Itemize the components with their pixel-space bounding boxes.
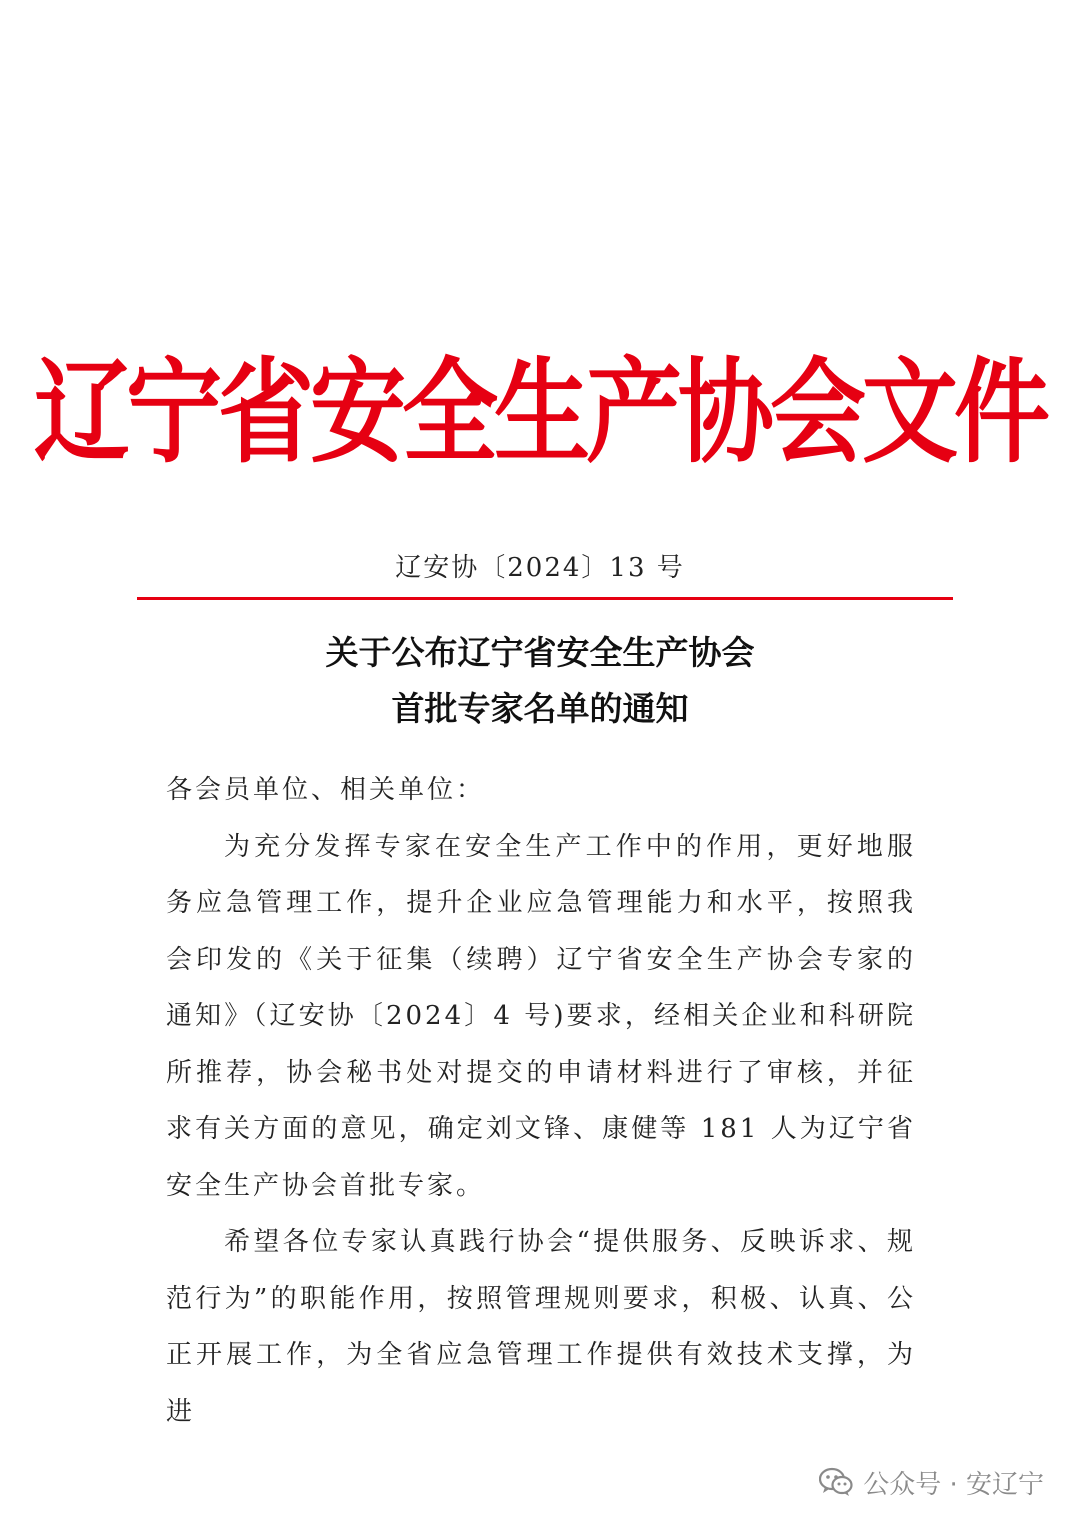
wechat-icon xyxy=(819,1467,853,1497)
document-number: 辽安协〔2024〕13 号 xyxy=(395,553,685,583)
document-title xyxy=(0,625,1080,737)
title-line-1: 关于公布辽宁省安全生产协会 xyxy=(325,633,755,672)
paragraph-2: 希望各位专家认真践行协会“提供服务、反映诉求、规范行为”的职能作用，按照管理规则要求，积极、认真、公正开展工作，为全省应急管理工作提供有效技术支撑，为进 xyxy=(166,1227,916,1427)
paragraph-1: 为充分发挥专家在安全生产工作中的作用，更好地服务应急管理工作，提升企业应急管理能力和水平，按照我会印发的《关于征集（续聘）辽宁省安全生产协会专家的通知》（辽安协〔2024〕4 号)要求，经相关企业和科研院所推荐，协会秘书处对提交的申请材料进行了审核，并征求有关方面的意见，确定刘文锋、康健等 181 人为辽宁省安全生产协会首批专家。 xyxy=(166,831,916,1201)
red-divider xyxy=(137,597,953,600)
salutation: 各会员单位、相关单位： xyxy=(166,775,486,805)
watermark-text: 公众号 · 安辽宁 xyxy=(863,1469,1044,1500)
title-line-2: 首批专家名单的通知 xyxy=(391,689,689,728)
document-body xyxy=(166,762,916,1440)
masthead-title: 辽宁省安全生产协会文件 xyxy=(34,345,1046,479)
wechat-watermark xyxy=(819,1462,1044,1502)
